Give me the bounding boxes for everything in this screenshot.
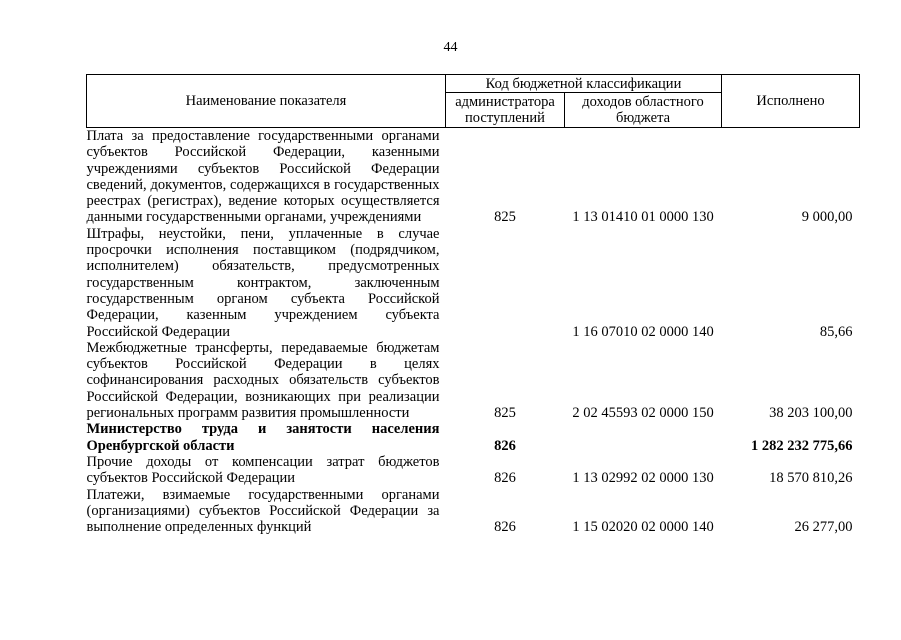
row-income-code: 1 15 02020 02 0000 140 xyxy=(572,519,714,536)
header-admin: администратора поступлений xyxy=(446,93,565,128)
table-row xyxy=(87,454,860,487)
row-executed: 1 282 232 775,66 xyxy=(751,437,853,454)
table-row xyxy=(87,128,860,226)
row-income-code: 1 13 02992 02 0000 130 xyxy=(572,470,714,487)
header-name: Наименование показателя xyxy=(87,75,446,128)
row-admin-code: 825 xyxy=(494,405,516,422)
header-code-group: Код бюджетной классификации xyxy=(446,75,722,93)
table-row xyxy=(87,340,860,421)
row-executed: 9 000,00 xyxy=(801,209,853,226)
row-executed: 18 570 810,26 xyxy=(769,470,853,487)
table-row xyxy=(87,226,860,340)
row-admin-code: 826 xyxy=(494,437,516,454)
row-executed: 26 277,00 xyxy=(794,519,853,536)
header-income: доходов областного бюджета xyxy=(565,93,722,128)
row-name: Прочие доходы от компенсации затрат бюджетов субъектов Российской Федерации xyxy=(86,453,440,487)
row-admin-code xyxy=(446,226,565,340)
row-name: Штрафы, неустойки, пени, уплаченные в случае просрочки исполнения поставщиком (подрядчиком, исполнителем) обязательств, предусмотренных государственным контрактом, заключенным государственным органом субъекта Российской Федерации, казенным учреждением субъекта Российской Федерации xyxy=(86,225,440,340)
budget-table xyxy=(86,74,860,535)
row-executed: 38 203 100,00 xyxy=(769,405,853,422)
table-row-section xyxy=(87,421,860,454)
row-name: Межбюджетные трансферты, передаваемые бюджетам субъектов Российской Федерации в целях софинансирования расходных обязательств субъектов Российской Федерации, возникающих при реализации региональных программ развития промышленности xyxy=(86,339,440,422)
row-name: Плата за предоставление государственными органами субъектов Российской Федерации, казенными учреждениями субъектов Российской Федерации сведений, документов, содержащихся в государственных реестрах (регистрах), ведение которых осуществляется данными государственными органами, учреждениями xyxy=(86,128,440,226)
row-income-code: 1 13 01410 01 0000 130 xyxy=(572,209,714,226)
row-admin-code: 825 xyxy=(494,209,516,226)
row-admin-code: 826 xyxy=(494,519,516,536)
table-header xyxy=(87,75,860,128)
table-body xyxy=(87,128,860,536)
row-income-code: 2 02 45593 02 0000 150 xyxy=(572,405,714,422)
row-income-code: 1 16 07010 02 0000 140 xyxy=(572,323,714,340)
row-name: Платежи, взимаемые государственными органами (организациями) субъектов Российской Федерации за выполнение определенных функций xyxy=(86,486,440,536)
row-name: Министерство труда и занятости населения Оренбургской области xyxy=(86,421,440,454)
header-executed: Исполнено xyxy=(722,75,860,128)
row-income-code xyxy=(565,421,722,454)
row-executed: 85,66 xyxy=(819,323,853,340)
page-number: 44 xyxy=(443,40,458,55)
table-row xyxy=(87,487,860,536)
row-admin-code: 826 xyxy=(494,470,516,487)
